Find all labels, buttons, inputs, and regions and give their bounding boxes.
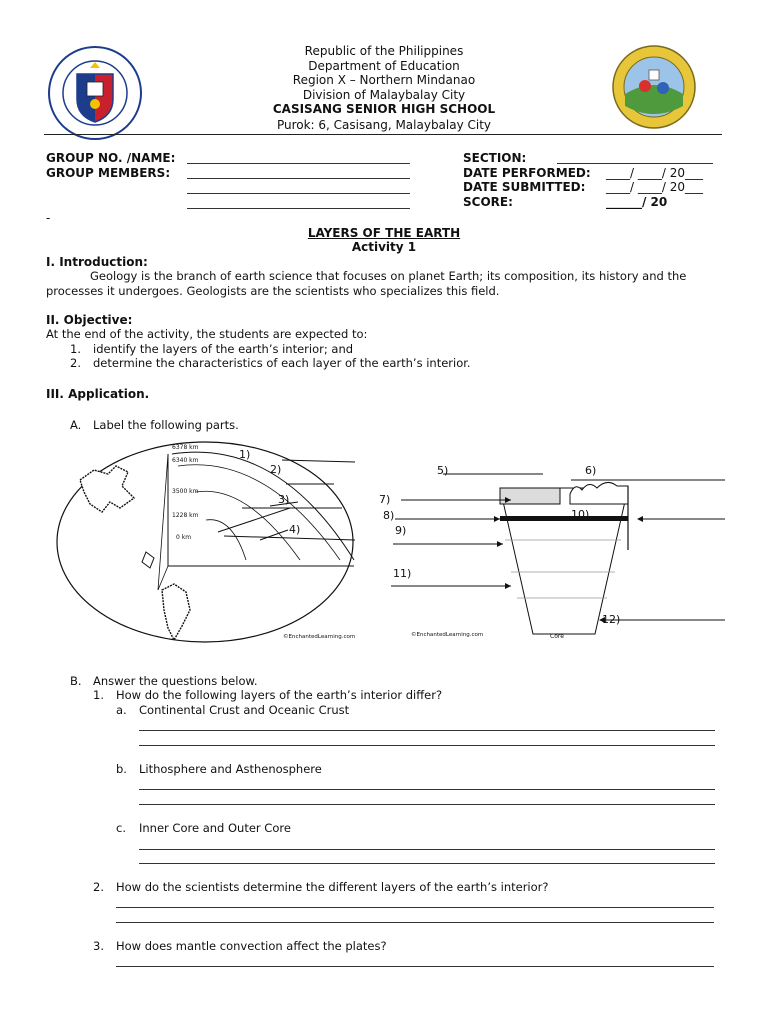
globe-depth-label: 0 km <box>176 534 192 541</box>
answer-line[interactable] <box>139 745 715 746</box>
group-name-label: GROUP NO. /NAME: <box>46 151 176 165</box>
answer-line[interactable] <box>139 863 715 864</box>
question-1a-text: Continental Crust and Oceanic Crust <box>139 703 350 717</box>
score-label: SCORE: <box>463 195 513 209</box>
stray-dash: - <box>46 211 51 225</box>
column-label-8: 8) <box>383 509 395 522</box>
question-2-text: How do the scientists determine the different layers of the earth’s interior? <box>116 880 549 894</box>
intro-heading: I. Introduction: <box>46 255 148 269</box>
activity-title: LAYERS OF THE EARTH <box>307 226 461 240</box>
answer-line[interactable] <box>116 966 714 967</box>
activity-subtitle: Activity 1 <box>351 240 417 254</box>
column-core-label: Core <box>550 633 564 640</box>
application-heading: III. Application. <box>46 387 150 401</box>
earth-layers-column-diagram <box>385 458 725 648</box>
column-label-12: 12) <box>602 613 621 626</box>
answer-line[interactable] <box>116 922 714 923</box>
header-republic: Republic of the Philippines <box>304 44 464 58</box>
intro-line-2: processes it undergoes. Geologists are the scientists who specializes this field. <box>46 284 500 298</box>
column-label-9: 9) <box>395 524 407 537</box>
part-b-letter: B. <box>70 674 82 688</box>
objective-heading: II. Objective: <box>46 313 133 327</box>
question-1-number: 1. <box>93 688 104 702</box>
globe-label-4: 4) <box>289 523 301 536</box>
globe-credit: ©EnchantedLearning.com <box>283 634 356 640</box>
globe-depth-label: 3500 km <box>172 488 199 495</box>
question-1-text: How do the following layers of the earth’s interior differ? <box>116 688 443 702</box>
column-label-6: 6) <box>585 464 597 477</box>
globe-depth-label: 1228 km <box>172 512 199 519</box>
question-2-number: 2. <box>93 880 104 894</box>
question-1b-letter: b. <box>116 762 127 776</box>
group-member-field[interactable] <box>187 193 410 194</box>
header-school: CASISANG SENIOR HIGH SCHOOL <box>272 102 496 116</box>
column-label-10: 10) <box>571 508 590 521</box>
globe-label-3: 3) <box>278 493 290 506</box>
globe-depth-label: 6340 km <box>172 457 199 464</box>
group-name-field[interactable] <box>187 163 410 164</box>
objective-item-number: 1. <box>70 342 81 356</box>
globe-label-1: 1) <box>239 448 251 461</box>
earth-globe-diagram <box>50 440 360 645</box>
group-member-field[interactable] <box>187 178 410 179</box>
question-3-text: How does mantle convection affect the plates? <box>116 939 387 953</box>
part-b-instruction: Answer the questions below. <box>93 674 258 688</box>
intro-line-1: Geology is the branch of earth science that focuses on planet Earth; its composition, its history and the <box>90 269 687 283</box>
answer-line[interactable] <box>139 849 715 850</box>
part-a-letter: A. <box>70 418 82 432</box>
question-1c-letter: c. <box>116 821 126 835</box>
group-members-label: GROUP MEMBERS: <box>46 166 171 180</box>
date-submitted-field[interactable]: ____/ ____/ 20___ <box>606 180 703 194</box>
column-label-5: 5) <box>437 464 449 477</box>
column-label-7: 7) <box>379 493 391 506</box>
date-submitted-label: DATE SUBMITTED: <box>463 180 586 194</box>
column-credit: ©EnchantedLearning.com <box>411 632 484 638</box>
date-performed-field[interactable]: ____/ ____/ 20___ <box>606 166 703 180</box>
header-deped: Department of Education <box>308 59 460 73</box>
header-address: Purok: 6, Casisang, Malaybalay City <box>276 118 492 132</box>
question-1a-letter: a. <box>116 703 127 717</box>
answer-line[interactable] <box>116 907 714 908</box>
header-region: Region X – Northern Mindanao <box>292 73 476 87</box>
date-performed-label: DATE PERFORMED: <box>463 166 591 180</box>
answer-line[interactable] <box>139 804 715 805</box>
globe-label-2: 2) <box>270 463 282 476</box>
score-field[interactable]: ______/ 20 <box>606 195 668 209</box>
header-rule <box>44 134 722 135</box>
objective-item-number: 2. <box>70 356 81 370</box>
group-member-field[interactable] <box>187 208 410 209</box>
section-label: SECTION: <box>463 151 527 165</box>
column-label-11: 11) <box>393 567 412 580</box>
answer-line[interactable] <box>139 730 715 731</box>
objective-item: identify the layers of the earth’s interior; and <box>93 342 354 356</box>
objective-item: determine the characteristics of each layer of the earth’s interior. <box>93 356 471 370</box>
part-a-instruction: Label the following parts. <box>93 418 239 432</box>
question-1c-text: Inner Core and Outer Core <box>139 821 291 835</box>
objective-lead: At the end of the activity, the students are expected to: <box>46 327 368 341</box>
question-3-number: 3. <box>93 939 104 953</box>
globe-depth-label: 6378 km <box>172 444 199 451</box>
question-1b-text: Lithosphere and Asthenosphere <box>139 762 322 776</box>
answer-line[interactable] <box>139 789 715 790</box>
header-division: Division of Malaybalay City <box>302 88 466 102</box>
section-field[interactable] <box>557 163 713 164</box>
